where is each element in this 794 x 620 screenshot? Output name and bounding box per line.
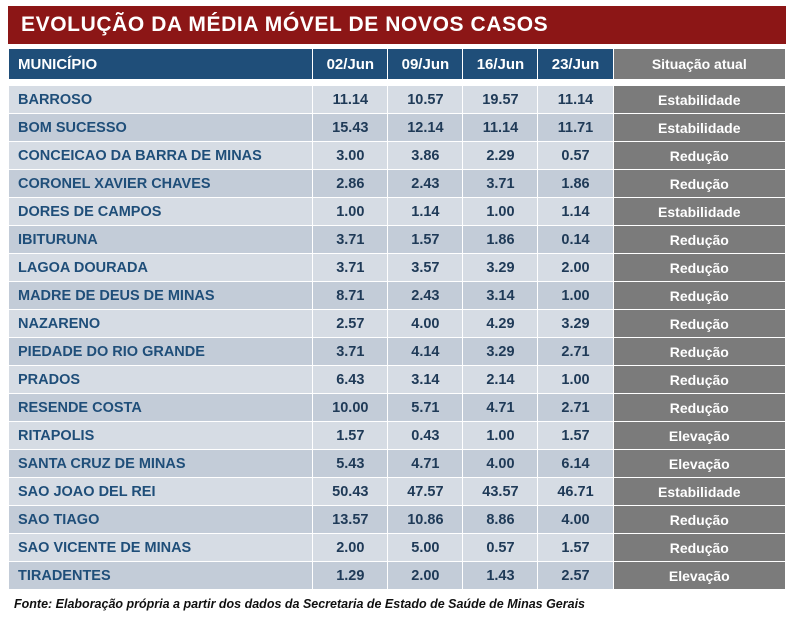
table-row: [9, 450, 786, 478]
cell-value: 2.71: [538, 338, 613, 366]
cell-municipio: MADRE DE DEUS DE MINAS: [9, 282, 313, 310]
cell-municipio: RITAPOLIS: [9, 422, 313, 450]
cell-value: 3.71: [313, 338, 388, 366]
status-badge: Elevação: [613, 422, 785, 450]
cell-value: 4.00: [538, 506, 613, 534]
cell-municipio: SAO TIAGO: [9, 506, 313, 534]
cell-value: 0.57: [463, 534, 538, 562]
cell-value: 1.00: [463, 422, 538, 450]
cell-value: 6.43: [313, 366, 388, 394]
table-row: [9, 114, 786, 142]
cell-value: 1.00: [463, 198, 538, 226]
table-header: [9, 49, 786, 86]
status-badge: Estabilidade: [613, 198, 785, 226]
cell-value: 3.71: [313, 226, 388, 254]
status-badge: Redução: [613, 254, 785, 282]
table-row: [9, 366, 786, 394]
table-row: [9, 254, 786, 282]
cell-municipio: IBITURUNA: [9, 226, 313, 254]
cell-municipio: LAGOA DOURADA: [9, 254, 313, 282]
status-badge: Redução: [613, 338, 785, 366]
cell-municipio: TIRADENTES: [9, 562, 313, 590]
table-body: [9, 86, 786, 590]
cell-value: 0.57: [538, 142, 613, 170]
status-badge: Redução: [613, 506, 785, 534]
cell-value: 2.29: [463, 142, 538, 170]
cell-municipio: BARROSO: [9, 86, 313, 114]
table-row: [9, 282, 786, 310]
cell-value: 0.14: [538, 226, 613, 254]
column-header-date-4: 23/Jun: [538, 49, 613, 80]
cell-value: 2.43: [388, 282, 463, 310]
column-header-date-3: 16/Jun: [463, 49, 538, 80]
cell-value: 2.00: [538, 254, 613, 282]
status-badge: Estabilidade: [613, 114, 785, 142]
cell-value: 1.14: [538, 198, 613, 226]
cell-value: 12.14: [388, 114, 463, 142]
cell-municipio: SAO JOAO DEL REI: [9, 478, 313, 506]
cell-value: 3.00: [313, 142, 388, 170]
cell-value: 2.57: [538, 562, 613, 590]
cell-municipio: NAZARENO: [9, 310, 313, 338]
cell-value: 4.00: [388, 310, 463, 338]
cell-value: 15.43: [313, 114, 388, 142]
cell-value: 2.00: [388, 562, 463, 590]
cell-value: 19.57: [463, 86, 538, 114]
cell-value: 10.57: [388, 86, 463, 114]
cell-value: 3.71: [313, 254, 388, 282]
status-badge: Redução: [613, 142, 785, 170]
cell-value: 3.14: [463, 282, 538, 310]
header-row: [9, 49, 786, 80]
status-badge: Redução: [613, 366, 785, 394]
page-title: EVOLUÇÃO DA MÉDIA MÓVEL DE NOVOS CASOS: [8, 6, 786, 44]
status-badge: Redução: [613, 170, 785, 198]
cell-value: 4.14: [388, 338, 463, 366]
cell-value: 8.86: [463, 506, 538, 534]
cell-value: 0.43: [388, 422, 463, 450]
cell-value: 1.29: [313, 562, 388, 590]
cell-value: 3.71: [463, 170, 538, 198]
cell-value: 1.00: [313, 198, 388, 226]
status-badge: Redução: [613, 394, 785, 422]
cell-value: 46.71: [538, 478, 613, 506]
cell-value: 6.14: [538, 450, 613, 478]
cell-value: 3.14: [388, 366, 463, 394]
table-row: [9, 422, 786, 450]
cell-value: 1.57: [538, 422, 613, 450]
table-row: [9, 198, 786, 226]
column-header-municipio: MUNICÍPIO: [9, 49, 313, 80]
cell-municipio: PRADOS: [9, 366, 313, 394]
cell-value: 11.14: [463, 114, 538, 142]
cell-value: 5.43: [313, 450, 388, 478]
cell-municipio: DORES DE CAMPOS: [9, 198, 313, 226]
cell-value: 50.43: [313, 478, 388, 506]
column-header-date-1: 02/Jun: [313, 49, 388, 80]
table-row: [9, 478, 786, 506]
cell-value: 43.57: [463, 478, 538, 506]
cell-value: 5.00: [388, 534, 463, 562]
table-row: [9, 506, 786, 534]
cell-municipio: CORONEL XAVIER CHAVES: [9, 170, 313, 198]
status-badge: Redução: [613, 534, 785, 562]
cell-municipio: SANTA CRUZ DE MINAS: [9, 450, 313, 478]
column-header-date-2: 09/Jun: [388, 49, 463, 80]
status-badge: Estabilidade: [613, 478, 785, 506]
cell-value: 1.00: [538, 282, 613, 310]
cell-value: 3.57: [388, 254, 463, 282]
status-badge: Elevação: [613, 450, 785, 478]
table-row: [9, 534, 786, 562]
table-row: [9, 86, 786, 114]
table-row: [9, 338, 786, 366]
cell-value: 3.29: [463, 338, 538, 366]
status-badge: Elevação: [613, 562, 785, 590]
cell-value: 2.00: [313, 534, 388, 562]
column-header-situacao: Situação atual: [613, 49, 785, 80]
cell-value: 11.71: [538, 114, 613, 142]
cell-value: 1.43: [463, 562, 538, 590]
cell-value: 4.29: [463, 310, 538, 338]
cell-value: 13.57: [313, 506, 388, 534]
table-row: [9, 170, 786, 198]
cell-value: 2.14: [463, 366, 538, 394]
cell-value: 2.43: [388, 170, 463, 198]
cell-value: 10.00: [313, 394, 388, 422]
cell-municipio: PIEDADE DO RIO GRANDE: [9, 338, 313, 366]
status-badge: Redução: [613, 310, 785, 338]
cell-value: 11.14: [538, 86, 613, 114]
cell-value: 1.57: [388, 226, 463, 254]
status-badge: Estabilidade: [613, 86, 785, 114]
status-badge: Redução: [613, 226, 785, 254]
cell-value: 8.71: [313, 282, 388, 310]
cell-value: 3.86: [388, 142, 463, 170]
cell-value: 4.71: [463, 394, 538, 422]
table-row: [9, 562, 786, 590]
table-row: [9, 394, 786, 422]
cell-value: 3.29: [463, 254, 538, 282]
cell-value: 2.86: [313, 170, 388, 198]
source-note: Fonte: Elaboração própria a partir dos dados da Secretaria de Estado de Saúde de Minas Gerais: [14, 597, 586, 611]
cell-value: 4.71: [388, 450, 463, 478]
cell-value: 2.71: [538, 394, 613, 422]
cell-value: 1.00: [538, 366, 613, 394]
cell-municipio: CONCEICAO DA BARRA DE MINAS: [9, 142, 313, 170]
cell-value: 4.00: [463, 450, 538, 478]
table-row: [9, 226, 786, 254]
cell-municipio: SAO VICENTE DE MINAS: [9, 534, 313, 562]
cell-value: 1.57: [538, 534, 613, 562]
status-badge: Redução: [613, 282, 785, 310]
cell-value: 47.57: [388, 478, 463, 506]
cell-value: 1.57: [313, 422, 388, 450]
table-row: [9, 142, 786, 170]
cell-value: 5.71: [388, 394, 463, 422]
cell-value: 2.57: [313, 310, 388, 338]
cell-municipio: BOM SUCESSO: [9, 114, 313, 142]
table-row: [9, 310, 786, 338]
cell-value: 1.86: [463, 226, 538, 254]
cases-table: [8, 48, 786, 590]
cell-municipio: RESENDE COSTA: [9, 394, 313, 422]
cell-value: 1.14: [388, 198, 463, 226]
cell-value: 1.86: [538, 170, 613, 198]
cell-value: 3.29: [538, 310, 613, 338]
cell-value: 10.86: [388, 506, 463, 534]
cell-value: 11.14: [313, 86, 388, 114]
